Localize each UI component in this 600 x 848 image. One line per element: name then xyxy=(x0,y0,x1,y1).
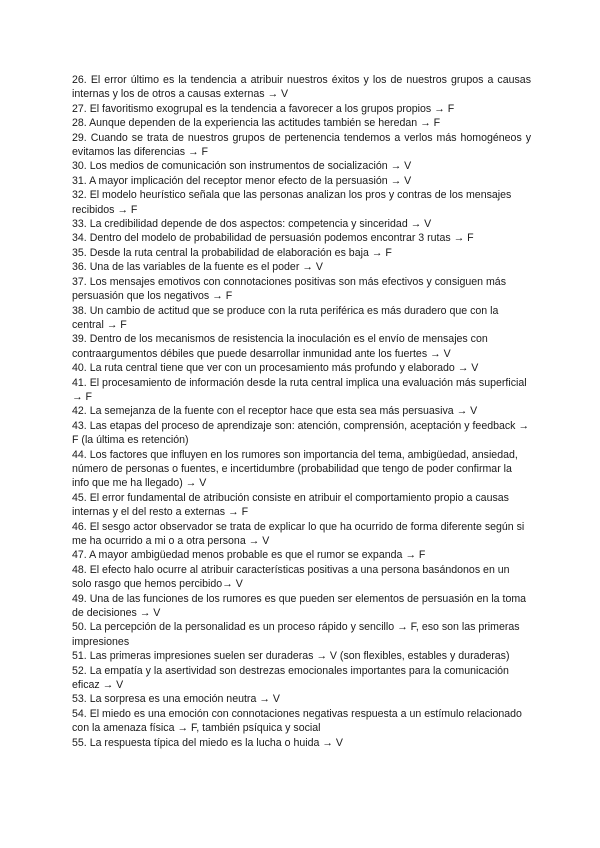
question-text: Dentro de los mecanismos de resistencia la inoculación es el envío de mensajes con contraargumentos débiles que puede desarrollar inmunidad ante los fuertes → V xyxy=(72,333,488,360)
question-item xyxy=(72,620,531,649)
question-item xyxy=(72,304,531,333)
question-item xyxy=(72,231,531,245)
question-number: 48. xyxy=(72,563,87,576)
question-item xyxy=(72,116,531,130)
question-text: Desde la ruta central la probabilidad de elaboración es baja → F xyxy=(89,246,392,259)
question-item xyxy=(72,159,531,173)
question-item xyxy=(72,332,531,361)
question-item xyxy=(72,174,531,188)
question-number: 41. xyxy=(72,376,87,389)
question-text: Cuando se trata de nuestros grupos de pertenencia tendemos a verlos más homogéneos y evitamos las diferencias → F xyxy=(72,131,532,159)
question-number: 40. xyxy=(72,362,87,375)
question-item xyxy=(72,188,531,217)
question-text: A mayor ambigüedad menos probable es que el rumor se expanda → F xyxy=(89,549,426,562)
question-number: 47. xyxy=(72,549,87,562)
question-text: La semejanza de la fuente con el receptor hace que esta sea más persuasiva → V xyxy=(89,405,478,418)
question-text: Los medios de comunicación son instrumentos de socialización → V xyxy=(89,160,412,173)
question-text: El efecto halo ocurre al atribuir características positivas a una persona basándonos en un solo rasgo que hemos percibido→ V xyxy=(72,563,510,591)
question-item xyxy=(72,217,531,231)
question-number: 29. xyxy=(72,131,87,144)
question-item xyxy=(72,736,531,750)
question-text: El modelo heurístico señala que las personas analizan los pros y contras de los mensajes recibidos → F xyxy=(72,189,512,216)
question-item xyxy=(72,664,531,693)
question-number: 37. xyxy=(72,275,87,288)
question-number: 31. xyxy=(72,174,87,187)
question-number: 34. xyxy=(72,232,87,245)
question-text: El error último es la tendencia a atribuir nuestros éxitos y los de nuestros grupos a causas internas y los de otros a causas externas → V xyxy=(72,74,531,101)
question-number: 50. xyxy=(72,621,87,634)
document-page xyxy=(72,73,531,750)
question-item xyxy=(72,563,531,592)
question-text: Una de las variables de la fuente es el poder → V xyxy=(89,261,323,274)
question-item xyxy=(72,649,531,663)
question-item xyxy=(72,361,531,375)
question-item xyxy=(72,246,531,260)
question-number: 27. xyxy=(72,102,87,115)
question-number: 42. xyxy=(72,405,87,418)
question-number: 32. xyxy=(72,189,87,202)
question-text: El sesgo actor observador se trata de explicar lo que ha ocurrido de forma diferente según si me ha ocurrido a mi o a otra persona → V xyxy=(72,520,525,547)
question-item xyxy=(72,707,531,736)
question-number: 49. xyxy=(72,592,87,605)
question-number: 36. xyxy=(72,261,87,274)
question-text: Las etapas del proceso de aprendizaje son: atención, comprensión, aceptación y feedback → F (la última es retención) xyxy=(72,419,530,447)
question-text: El favoritismo exogrupal es la tendencia a favorecer a los grupos propios → F xyxy=(89,102,455,115)
question-text: La credibilidad depende de dos aspectos: competencia y sinceridad → V xyxy=(89,218,432,231)
question-item xyxy=(72,592,531,621)
question-text: A mayor implicación del receptor menor efecto de la persuasión → V xyxy=(89,174,412,187)
question-text: La sorpresa es una emoción neutra → V xyxy=(89,693,280,706)
question-text: La empatía y la asertividad son destrezas emocionales importantes para la comunicación eficaz → V xyxy=(72,664,509,692)
question-number: 33. xyxy=(72,218,87,231)
question-number: 35. xyxy=(72,246,87,259)
question-item xyxy=(72,692,531,706)
question-item xyxy=(72,102,531,116)
question-number: 44. xyxy=(72,448,87,461)
question-text: Aunque dependen de la experiencia las actitudes también se heredan → F xyxy=(89,117,441,130)
question-item xyxy=(72,419,531,448)
question-text: El procesamiento de información desde la ruta central implica una evaluación más superficial → F xyxy=(72,376,527,403)
question-item xyxy=(72,260,531,274)
question-text: El miedo es una emoción con connotaciones negativas respuesta a un estímulo relacionado con la amenaza física → F, también psíquica y social xyxy=(72,707,522,735)
question-item xyxy=(72,131,531,160)
question-number: 28. xyxy=(72,117,87,130)
question-text: Los mensajes emotivos con connotaciones positivas son más efectivos y consiguen más persuasión que los negativos → F xyxy=(72,275,506,303)
question-number: 38. xyxy=(72,304,87,317)
question-text: Un cambio de actitud que se produce con la ruta periférica es más duradero que con la central → F xyxy=(72,304,499,331)
question-number: 53. xyxy=(72,693,87,706)
question-number: 55. xyxy=(72,736,87,749)
question-item xyxy=(72,73,531,102)
question-number: 54. xyxy=(72,707,87,720)
question-number: 26. xyxy=(72,74,87,86)
question-item xyxy=(72,491,531,520)
question-text: La respuesta típica del miedo es la lucha o huida → V xyxy=(89,736,343,749)
question-text: Los factores que influyen en los rumores son importancia del tema, ambigüedad, ansiedad, número de personas o fuentes, e incertidumbre (probabilidad que tengo de poder confirmar la info que me ha llegado) → V xyxy=(72,448,518,490)
question-item xyxy=(72,548,531,562)
question-item xyxy=(72,448,531,491)
question-item xyxy=(72,404,531,418)
question-text: Una de las funciones de los rumores es que pueden ser elementos de persuasión en la toma de decisiones → V xyxy=(72,592,527,620)
question-number: 51. xyxy=(72,650,87,663)
question-number: 45. xyxy=(72,491,87,504)
question-number: 46. xyxy=(72,520,87,533)
question-number: 39. xyxy=(72,333,87,346)
question-number: 30. xyxy=(72,160,87,173)
question-number: 43. xyxy=(72,419,87,432)
question-item xyxy=(72,520,531,549)
question-item xyxy=(72,275,531,304)
question-item xyxy=(72,376,531,405)
question-text: Dentro del modelo de probabilidad de persuasión podemos encontrar 3 rutas → F xyxy=(89,232,474,245)
question-text: Las primeras impresiones suelen ser duraderas → V (son flexibles, estables y duraderas) xyxy=(89,650,510,663)
question-text: La percepción de la personalidad es un proceso rápido y sencillo → F, eso son las primeras impresiones xyxy=(72,621,520,648)
question-text: El error fundamental de atribución consiste en atribuir el comportamiento propio a causas internas y el del resto a externas → F xyxy=(72,491,509,519)
question-text: La ruta central tiene que ver con un procesamiento más profundo y elaborado → V xyxy=(89,362,479,375)
question-number: 52. xyxy=(72,664,87,677)
